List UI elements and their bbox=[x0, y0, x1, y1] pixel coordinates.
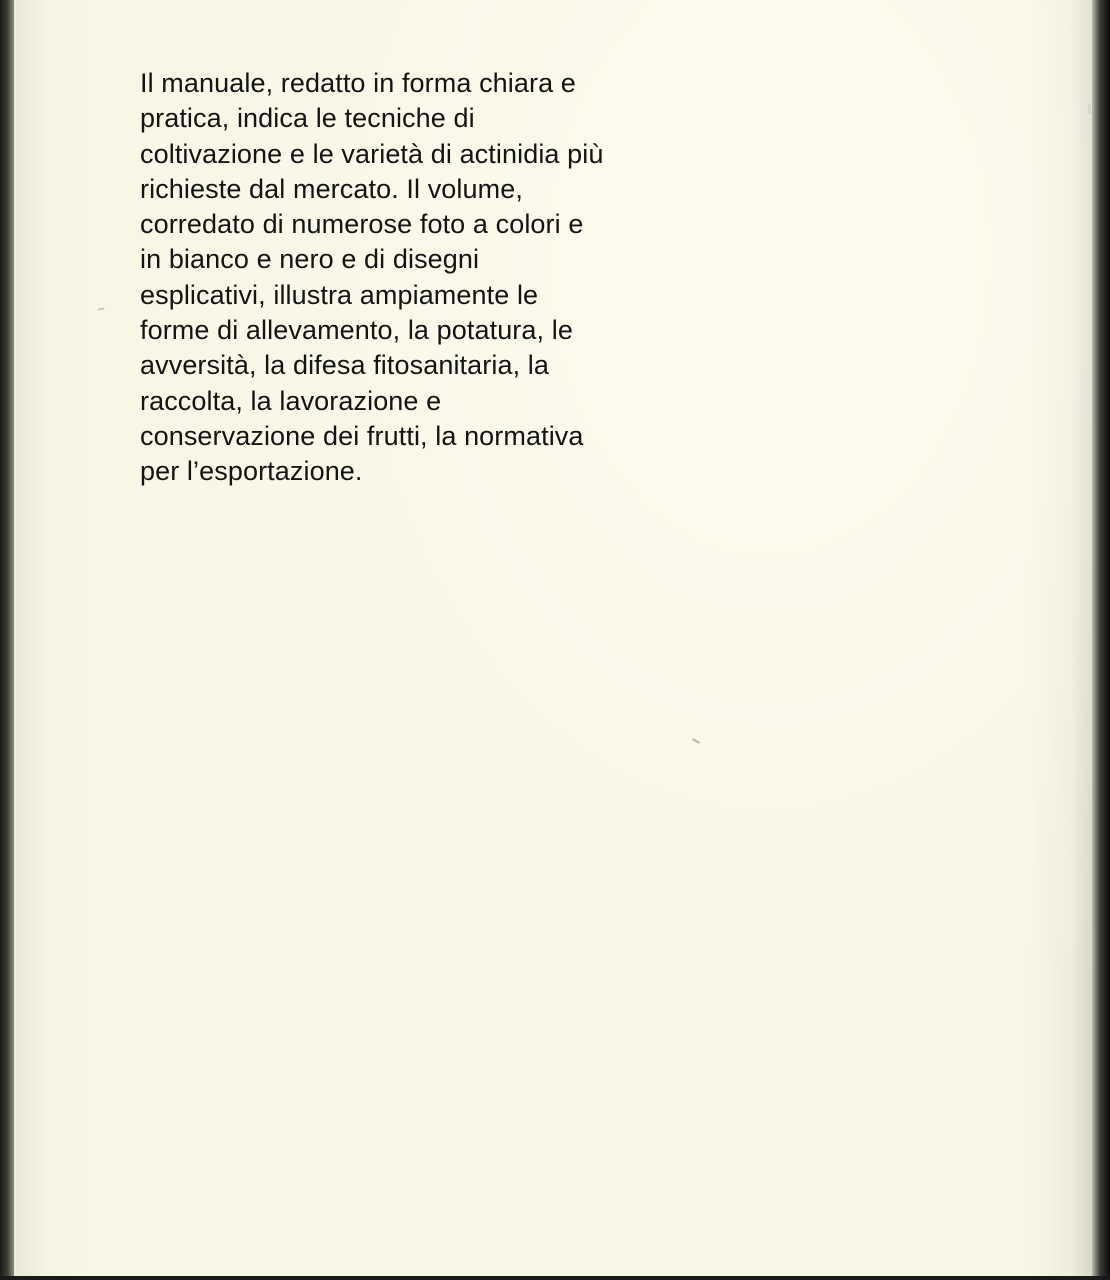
paper-speck bbox=[692, 738, 700, 744]
blurb-line: avversità, la difesa fitosanitaria, la bbox=[140, 350, 549, 381]
blurb-line: in bianco e nero e di disegni bbox=[140, 244, 480, 275]
blurb-line: richieste dal mercato. Il volume, bbox=[140, 173, 523, 204]
blurb-line: esplicativi, illustra ampiamente le bbox=[140, 279, 539, 310]
paper-speck bbox=[98, 307, 104, 310]
paper-speck bbox=[1088, 104, 1091, 114]
blurb-line: pratica, indica le tecniche di bbox=[140, 103, 475, 134]
blurb-line: conservazione dei frutti, la normativa bbox=[140, 420, 584, 451]
blurb-line: per l’esportazione. bbox=[140, 456, 363, 487]
blurb-line: corredato di numerose foto a colori e bbox=[140, 209, 584, 240]
blurb-line: forme di allevamento, la potatura, le bbox=[140, 315, 573, 346]
blurb-line: coltivazione e le varietà di actinidia più bbox=[140, 138, 604, 169]
blurb-line: raccolta, la lavorazione e bbox=[140, 385, 442, 416]
back-cover-blurb bbox=[140, 66, 740, 490]
bottom-scan-edge bbox=[0, 1276, 1110, 1280]
blurb-line: Il manuale, redatto in forma chiara e bbox=[140, 68, 576, 98]
right-scan-edge bbox=[1092, 0, 1110, 1280]
